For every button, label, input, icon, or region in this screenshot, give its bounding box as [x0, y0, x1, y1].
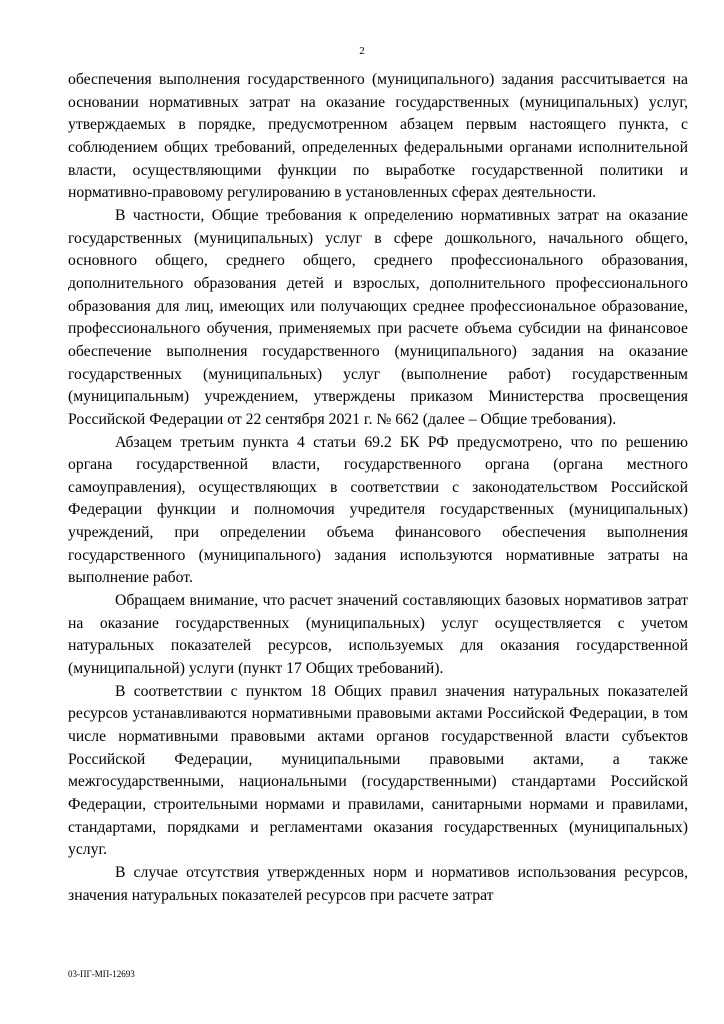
paragraph-absence-of-norms: В случае отсутствия утвержденных норм и нормативов использования ресурсов, значения натуральных показателей ресурсов при расчете затрат — [68, 863, 688, 904]
paragraph-general-requirements: В частности, Общие требования к определению нормативных затрат на оказание государственных (муниципальных) услуг в сфере дошкольного, начального общего, основного общего, среднего общего, среднего профессионального образования, дополнительного образования детей и взрослых, дополнительного профессионального образования для лиц, имеющих или получающих среднее профессиональное образование, профессионального обучения, применяемых при расчете объема субсидии на финансовое обеспечение выполнения государственного (муниципального) задания на оказание государственных (муниципальных) услуг (выполнение работ) государственным (муниципальным) учреждением, утверждены приказом Министерства просвещения Российской Федерации от 22 сентября 2021 г. № 662 (далее – Общие требования). — [68, 206, 688, 428]
paragraph-attention-note: Обращаем внимание, что расчет значений составляющих базовых нормативов затрат на оказание государственных (муниципальных) услуг осуществляется с учетом натуральных показателей ресурсов, используемых для оказания государственной (муниципальной) услуги (пункт 17 Общих требований). — [68, 592, 688, 678]
paragraph-continuation: обеспечения выполнения государственного (муниципального) задания рассчитывается на основании нормативных затрат на оказание государственных (муниципальных) услуг, утверждаемых в порядке, предусмотренном абзацем первым настоящего пункта, с соблюдением общих требований, определенных федеральными органами исполнительной власти, осуществляющими функции по выработке государственной политики и нормативно-правовому регулированию в установленных сферах деятельности. — [68, 71, 688, 202]
paragraph-article-69-2: Абзацем третьим пункта 4 статьи 69.2 БК РФ предусмотрено, что по решению органа государственной власти, государственного органа (органа местного самоуправления), осуществляющих в соответствии с законодательством Российской Федерации функции и полномочия учредителя государственных (муниципальных) учреждений, при определении объема финансового обеспечения выполнения государственного (муниципального) задания используются нормативные затраты на выполнение работ. — [68, 433, 688, 587]
paragraph-point-18: В соответствии с пунктом 18 Общих правил значения натуральных показателей ресурсов устанавливаются нормативными правовыми актами Российской Федерации, в том числе нормативными правовыми актами органов государственной власти субъектов Российской Федерации, муниципальными правовыми актами, а также межгосударственными, национальными (государственными) стандартами Российской Федерации, строительными нормами и правилами, санитарными нормами и правилами, стандартами, порядками и регламентами оказания государственных (муниципальных) услуг. — [68, 682, 688, 859]
footer-document-code: 03-ПГ-МП-12693 — [68, 969, 135, 979]
page-number: 2 — [359, 45, 365, 57]
document-body — [68, 69, 688, 907]
